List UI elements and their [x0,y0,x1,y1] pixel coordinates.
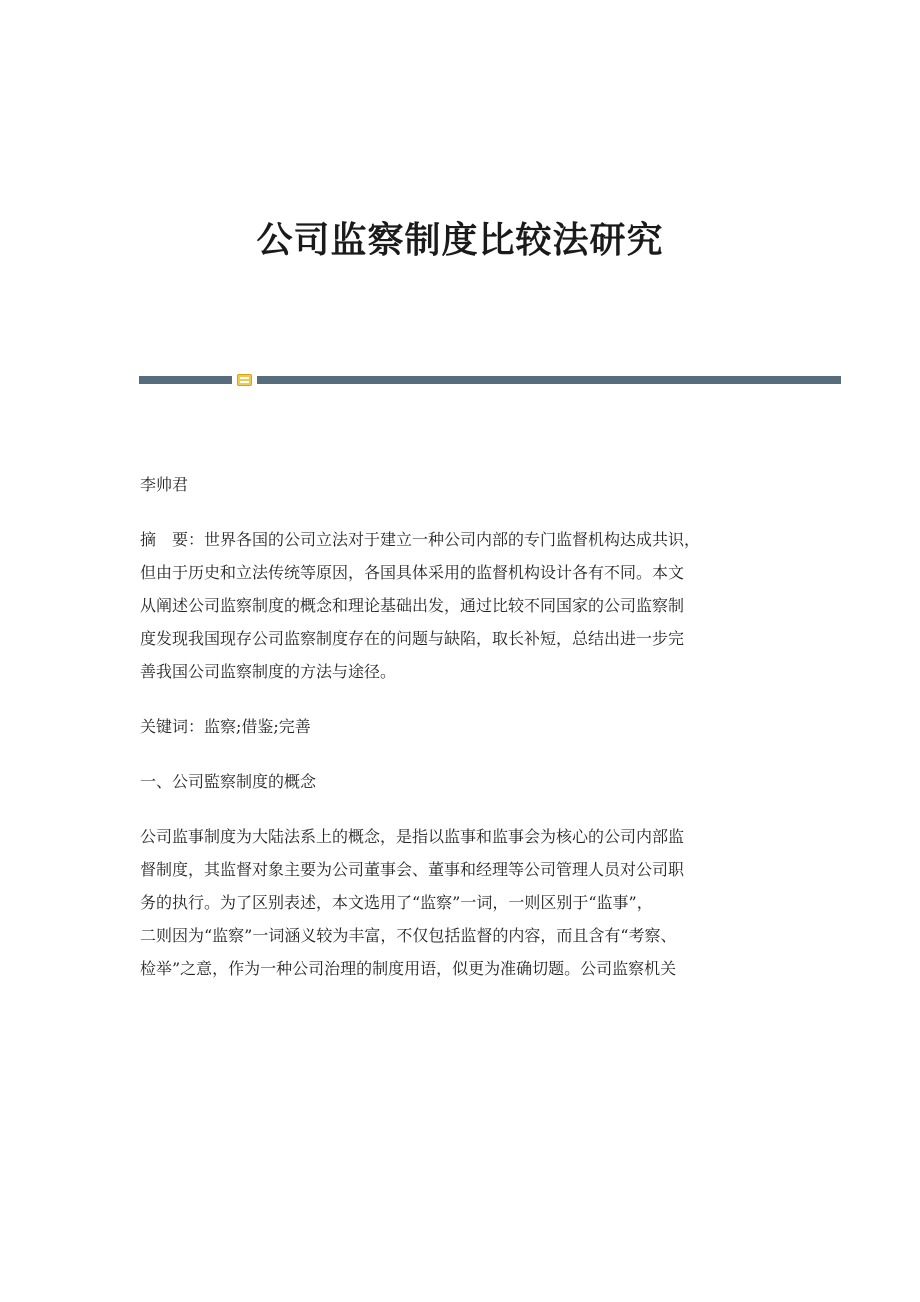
abstract-line: 从阐述公司监察制度的概念和理论基础出发，通过比较不同国家的公司监察制 [140,596,685,615]
section-heading: 一、公司監察制度的概念 [140,772,317,791]
body-line: 务的执行。为了区别表述，本文选用了“监察”一词，一则区别于“监事”， [140,893,653,912]
abstract-line: 但由于历史和立法传统等原因，各国具体采用的监督机构设计各有不同。本文 [140,563,685,582]
title-divider [139,372,841,388]
divider-bar-left [139,376,232,384]
body-line: 检举”之意，作为一种公司治理的制度用语，似更为准确切题。公司监察机关 [140,959,677,978]
body-line: 公司监事制度为大陆法系上的概念，是指以监事和监事会为核心的公司内部监 [140,827,685,846]
abstract-line: 摘 要：世界各国的公司立法对于建立一种公司内部的专门监督机构达成共识， [140,530,701,549]
abstract [140,523,790,688]
keywords: 关键词：监察;借鉴;完善 [140,717,311,736]
body-paragraph [140,820,790,985]
document-title: 公司监察制度比较法研究 [256,219,664,261]
author-name: 李帅君 [140,475,189,494]
document-body [140,468,790,985]
abstract-line: 度发现我国现存公司监察制度存在的问题与缺陷，取长补短，总结出进一步完 [140,629,685,648]
body-line: 督制度，其监督对象主要为公司董事会、董事和经理等公司管理人员对公司职 [140,860,685,879]
body-line: 二则因为“监察”一词涵义较为丰富，不仅包括监督的内容，而且含有“考察、 [140,926,677,945]
divider-bar-right [257,376,841,384]
divider-ornament-icon [237,374,252,386]
abstract-line: 善我国公司监察制度的方法与途径。 [140,662,397,681]
